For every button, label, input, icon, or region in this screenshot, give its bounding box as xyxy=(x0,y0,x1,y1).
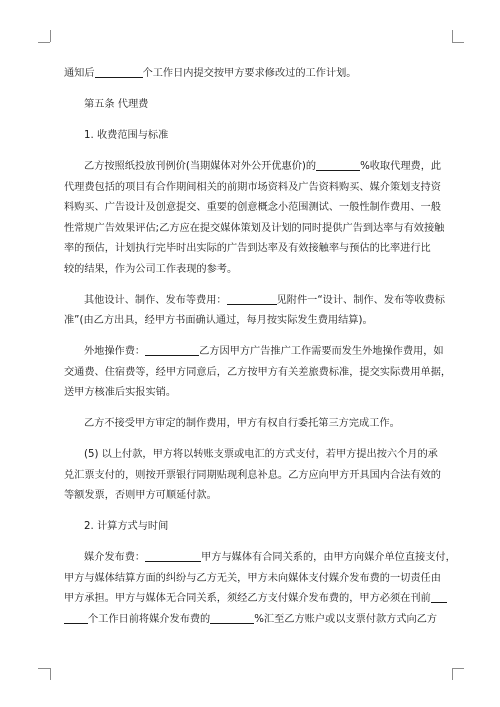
text-line xyxy=(64,64,438,85)
text-line xyxy=(64,311,438,332)
text-run: %汇至乙方账户或以支票付款方式向乙方 xyxy=(254,613,438,625)
text-run: 率的预估，计划执行完毕时出实际的广告到达率及有效接触率与预估的比率进行比 xyxy=(64,243,431,254)
text-run: 2. 计算方式与时间 xyxy=(84,521,169,532)
text-run: 其他设计、制作、发布等费用： xyxy=(84,294,227,306)
text-run: 性常规广告效果评估;乙方应在提交媒体策划及计划的同时提供广告到达率与有效接触 xyxy=(64,222,445,234)
paragraph-spacing xyxy=(64,404,438,415)
paragraph-spacing xyxy=(64,116,438,127)
text-run: 乙方按照纸投放刊例价(当期媒体对外公开优惠价)的 xyxy=(84,161,317,172)
text-run: 交通费、住宿费等，经甲方同意后，乙方按甲方有关差旅费标准，提交实际费用单据， xyxy=(64,366,452,378)
fill-in-blank[interactable] xyxy=(316,159,360,171)
paragraph-spacing xyxy=(64,332,438,343)
text-line xyxy=(64,610,438,631)
paragraph-spacing xyxy=(64,280,438,291)
text-run: 较的结果，作为公司工作表现的参考。 xyxy=(64,263,238,275)
text-line xyxy=(64,178,441,199)
text-line xyxy=(64,414,438,435)
text-line xyxy=(64,445,438,466)
text-line xyxy=(64,589,438,610)
text-run: (5) 以上付款，甲方将以转账支票或电汇的方式支付，若甲方提出按六个月的承 xyxy=(84,449,438,460)
text-line xyxy=(64,239,438,260)
fill-in-blank[interactable] xyxy=(227,293,277,305)
text-run: 甲方与媒体结算方面的纠纷与乙方无关，甲方未向媒体支付媒介发布费的一切责任由 xyxy=(64,572,441,584)
text-line xyxy=(64,517,438,538)
text-run: 乙方因甲方广告推广工作需要而发生外地操作费用，如 xyxy=(199,346,444,357)
fill-in-blank[interactable] xyxy=(95,66,143,78)
text-line xyxy=(64,260,438,281)
text-run: 甲方承担。甲方与媒体无合同关系，须经乙方支付媒介发布费的，甲方必须在刊前 xyxy=(64,593,431,604)
text-line xyxy=(64,157,442,178)
fill-in-blank[interactable] xyxy=(145,550,201,562)
text-run: 兑汇票支付的，则按开票银行同期贴现利息补息。乙方应向甲方开具国内合法有效的 xyxy=(64,469,441,481)
text-run: 个工作日前将媒介发布费的 xyxy=(88,613,211,625)
text-line xyxy=(64,383,438,404)
text-line xyxy=(64,219,445,240)
fill-in-blank[interactable] xyxy=(210,612,254,624)
text-run: 等额发票，否则甲方可顺延付款。 xyxy=(64,490,217,501)
fill-in-blank[interactable] xyxy=(64,612,88,624)
text-line xyxy=(64,548,456,569)
fill-in-blank[interactable] xyxy=(145,344,199,356)
text-run: 代理费包括的项目有合作期间相关的前期市场资料及广告资料购买、媒介策划支持资 xyxy=(64,181,441,193)
text-line xyxy=(64,291,445,312)
paragraph-spacing xyxy=(64,85,438,96)
text-line xyxy=(64,363,452,384)
text-line xyxy=(64,569,441,590)
text-run: 料购买、广告设计及创意提交、重要的创意概念小范围测试、一般性制作费用、一般 xyxy=(64,202,441,213)
text-run: %收取代理费，此 xyxy=(360,161,442,172)
text-run: 甲方与媒体有合同关系的，由甲方向媒介单位直接支付， xyxy=(201,552,456,563)
text-line xyxy=(64,198,441,219)
fill-in-blank[interactable] xyxy=(431,591,447,603)
text-run: 见附件一“设计、制作、发布等收费标 xyxy=(276,294,445,306)
text-line xyxy=(64,466,441,487)
text-run: 第五条 代理费 xyxy=(84,99,149,110)
text-line xyxy=(64,95,438,116)
paragraph-spacing xyxy=(64,507,438,518)
document-body xyxy=(64,64,456,630)
text-run: 准”(由乙方出具，经甲方书面确认通过，每月按实际发生费用结算)。 xyxy=(64,315,373,326)
text-line xyxy=(64,486,438,507)
text-run: 通知后 xyxy=(64,68,95,79)
text-line xyxy=(64,126,438,147)
text-line xyxy=(64,342,444,363)
paragraph-spacing xyxy=(64,538,438,549)
text-run: 外地操作费： xyxy=(84,346,146,357)
paragraph-spacing xyxy=(64,435,438,446)
text-run: 乙方不接受甲方审定的制作费用，甲方有权自行委托第三方完成工作。 xyxy=(84,418,400,429)
text-run: 1. 收费范围与标准 xyxy=(84,130,169,141)
text-run: 个工作日内提交按甲方要求修改过的工作计划。 xyxy=(142,68,357,79)
text-run: 送甲方核准后实报实销。 xyxy=(64,387,177,398)
paragraph-spacing xyxy=(64,147,438,158)
text-run: 媒介发布费： xyxy=(84,552,146,563)
